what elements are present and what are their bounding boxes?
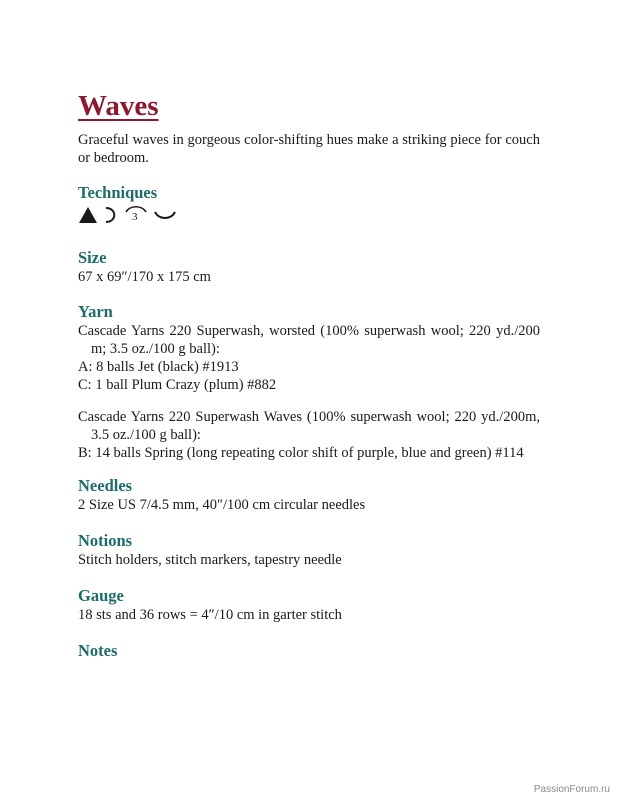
gauge-value: 18 sts and 36 rows = 4″/10 cm in garter stitch — [78, 607, 342, 623]
bind-off-curve-icon — [104, 205, 118, 225]
page-title: Waves — [78, 90, 159, 122]
notes-section — [78, 641, 540, 661]
size-heading: Size — [78, 248, 107, 267]
numbered-arc-label: 3 — [132, 211, 138, 223]
yarn-item: A: 8 balls Jet (black) #1913 — [78, 359, 239, 375]
needles-value: 2 Size US 7/4.5 mm, 40″/100 cm circular needles — [78, 497, 366, 513]
watermark: PassionForum.ru — [533, 784, 610, 795]
yarn-section — [78, 302, 540, 462]
gauge-section — [78, 586, 540, 624]
size-section — [78, 248, 540, 286]
yarn-item: C: 1 ball Plum Crazy (plum) #882 — [78, 377, 277, 393]
yarn-group-2 — [78, 408, 540, 462]
techniques-icons — [78, 204, 540, 226]
gauge-heading: Gauge — [78, 586, 124, 605]
triangle-icon — [78, 206, 98, 224]
notions-section — [78, 531, 540, 569]
yarn-item: B: 14 balls Spring (long repeating color shift of purple, blue and green) #114 — [78, 445, 524, 461]
intro-text: Graceful waves in gorgeous color-shifting hues make a striking piece for couch or bedroom. — [78, 132, 540, 166]
notions-value: Stitch holders, stitch markers, tapestry needle — [78, 552, 342, 568]
needles-heading: Needles — [78, 476, 133, 495]
yarn-description-1: Cascade Yarns 220 Superwash, worsted (100% superwash wool; 220 yd./200 m; 3.5 oz./100 g ball): — [78, 323, 540, 357]
techniques-heading: Techniques — [78, 183, 158, 202]
numbered-arc-icon — [124, 204, 148, 226]
yarn-description-2: Cascade Yarns 220 Superwash Waves (100% superwash wool; 220 yd./200m, 3.5 oz./100 g ball): — [78, 409, 540, 443]
smile-curve-icon — [154, 208, 176, 222]
techniques-section — [78, 183, 540, 226]
pattern-page — [78, 88, 540, 661]
size-value: 67 x 69″/170 x 175 cm — [78, 269, 211, 285]
notions-heading: Notions — [78, 531, 133, 550]
yarn-heading: Yarn — [78, 302, 113, 321]
notes-heading: Notes — [78, 641, 118, 660]
needles-section — [78, 476, 540, 514]
